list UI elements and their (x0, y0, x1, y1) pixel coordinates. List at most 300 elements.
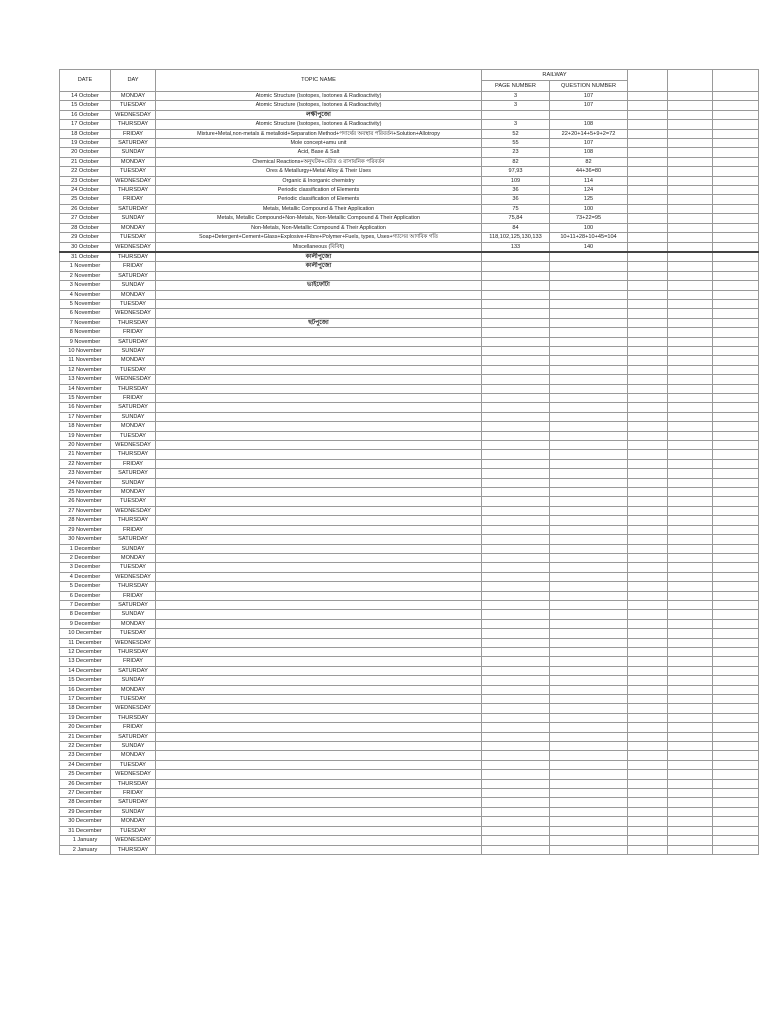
empty-cell (713, 676, 759, 685)
page-number-cell (482, 600, 550, 609)
empty-cell (628, 375, 668, 384)
table-row (60, 516, 759, 525)
topic-cell (156, 394, 482, 403)
topic-cell: Periodic classification of Elements (156, 186, 482, 195)
question-number-cell (550, 262, 628, 271)
page-number-cell (482, 676, 550, 685)
date-cell: 12 November (60, 365, 111, 374)
day-cell: SUNDAY (111, 742, 156, 751)
table-row (60, 110, 759, 119)
table-row (60, 666, 759, 675)
table-row (60, 469, 759, 478)
empty-cell (713, 271, 759, 280)
empty-cell (713, 497, 759, 506)
page-number-cell: 97,93 (482, 167, 550, 176)
date-cell: 19 October (60, 139, 111, 148)
empty-cell (713, 157, 759, 166)
topic-cell: Chemical Reactions+অনুঘটক+ভৌত ও রাসায়নিক পরিবর্তন (156, 157, 482, 166)
empty-cell (628, 328, 668, 337)
table-row (60, 450, 759, 459)
empty-cell (628, 488, 668, 497)
page-number-cell: 75,84 (482, 214, 550, 223)
question-number-cell (550, 695, 628, 704)
question-number-cell (550, 647, 628, 656)
empty-cell (713, 563, 759, 572)
topic-cell (156, 676, 482, 685)
day-cell: MONDAY (111, 817, 156, 826)
date-cell: 9 November (60, 337, 111, 346)
question-number-cell (550, 375, 628, 384)
empty-cell (628, 647, 668, 656)
empty-cell (628, 713, 668, 722)
table-row (60, 638, 759, 647)
extra-column-header (628, 70, 668, 92)
date-cell: 23 October (60, 176, 111, 185)
day-cell: SATURDAY (111, 469, 156, 478)
topic-cell (156, 441, 482, 450)
empty-cell (713, 713, 759, 722)
empty-cell (713, 233, 759, 242)
empty-cell (668, 582, 713, 591)
date-cell: 21 October (60, 157, 111, 166)
day-cell: TUESDAY (111, 497, 156, 506)
empty-cell (668, 553, 713, 562)
topic-cell (156, 723, 482, 732)
empty-cell (713, 619, 759, 628)
empty-cell (713, 92, 759, 101)
page-number-cell: 52 (482, 129, 550, 138)
topic-cell (156, 760, 482, 769)
empty-cell (713, 375, 759, 384)
page-number-cell (482, 290, 550, 299)
table-row (60, 233, 759, 242)
date-cell: 19 December (60, 713, 111, 722)
page-number-cell: 82 (482, 157, 550, 166)
day-cell: FRIDAY (111, 723, 156, 732)
day-cell: THURSDAY (111, 647, 156, 656)
empty-cell (628, 629, 668, 638)
page-number-cell (482, 488, 550, 497)
question-number-cell (550, 676, 628, 685)
date-cell: 31 December (60, 826, 111, 835)
date-cell: 1 November (60, 262, 111, 271)
date-cell: 10 December (60, 629, 111, 638)
day-cell: SATURDAY (111, 535, 156, 544)
date-cell: 17 December (60, 695, 111, 704)
question-number-header: QUESTION NUMBER (550, 81, 628, 92)
page-number-cell (482, 732, 550, 741)
topic-cell (156, 770, 482, 779)
question-number-cell (550, 252, 628, 262)
empty-cell (713, 110, 759, 119)
table-row (60, 365, 759, 374)
date-cell: 2 December (60, 553, 111, 562)
question-number-cell (550, 779, 628, 788)
day-cell: MONDAY (111, 92, 156, 101)
empty-cell (628, 365, 668, 374)
topic-cell: Mixture+Metal,non-metals & metalloid+Separation Method+পদার্থের অবস্থার পরিবর্তন+Solution+Allotropy (156, 129, 482, 138)
day-cell: SATURDAY (111, 139, 156, 148)
day-header: DAY (111, 70, 156, 92)
empty-cell (668, 619, 713, 628)
empty-cell (628, 751, 668, 760)
empty-cell (628, 685, 668, 694)
day-cell: THURSDAY (111, 516, 156, 525)
empty-cell (628, 346, 668, 355)
day-cell: SUNDAY (111, 807, 156, 816)
table-row (60, 299, 759, 308)
table-row (60, 384, 759, 393)
topic-cell (156, 704, 482, 713)
question-number-cell: 124 (550, 186, 628, 195)
empty-cell (668, 695, 713, 704)
empty-cell (668, 299, 713, 308)
empty-cell (668, 770, 713, 779)
empty-cell (628, 770, 668, 779)
empty-cell (713, 450, 759, 459)
empty-cell (628, 309, 668, 318)
page-number-cell (482, 836, 550, 845)
empty-cell (628, 638, 668, 647)
question-number-cell (550, 826, 628, 835)
topic-cell (156, 582, 482, 591)
date-cell: 14 October (60, 92, 111, 101)
empty-cell (668, 572, 713, 581)
table-row (60, 742, 759, 751)
empty-cell (713, 384, 759, 393)
date-cell: 14 November (60, 384, 111, 393)
topic-cell (156, 817, 482, 826)
table-row (60, 346, 759, 355)
empty-cell (628, 836, 668, 845)
empty-cell (668, 92, 713, 101)
empty-cell (628, 695, 668, 704)
empty-cell (713, 290, 759, 299)
empty-cell (668, 704, 713, 713)
date-cell: 8 November (60, 328, 111, 337)
empty-cell (628, 148, 668, 157)
empty-cell (628, 459, 668, 468)
topic-cell (156, 497, 482, 506)
empty-cell (713, 478, 759, 487)
question-number-cell (550, 563, 628, 572)
question-number-cell (550, 770, 628, 779)
date-cell: 16 November (60, 403, 111, 412)
day-cell: TUESDAY (111, 826, 156, 835)
topic-cell (156, 346, 482, 355)
empty-cell (668, 666, 713, 675)
date-cell: 11 December (60, 638, 111, 647)
empty-cell (668, 271, 713, 280)
question-number-cell (550, 403, 628, 412)
day-cell: FRIDAY (111, 394, 156, 403)
topic-cell (156, 732, 482, 741)
topic-cell: কালীপুজো (156, 262, 482, 271)
page-number-cell (482, 525, 550, 534)
empty-cell (713, 488, 759, 497)
empty-cell (713, 807, 759, 816)
empty-cell (668, 431, 713, 440)
day-cell: THURSDAY (111, 779, 156, 788)
day-cell: MONDAY (111, 553, 156, 562)
empty-cell (668, 262, 713, 271)
empty-cell (713, 657, 759, 666)
table-row (60, 92, 759, 101)
day-cell: TUESDAY (111, 299, 156, 308)
empty-cell (713, 817, 759, 826)
day-cell: THURSDAY (111, 582, 156, 591)
empty-cell (668, 459, 713, 468)
empty-cell (668, 563, 713, 572)
topic-cell (156, 516, 482, 525)
empty-cell (628, 139, 668, 148)
table-row (60, 337, 759, 346)
date-cell: 23 December (60, 751, 111, 760)
empty-cell (668, 516, 713, 525)
empty-cell (713, 836, 759, 845)
empty-cell (713, 176, 759, 185)
topic-cell: কালীপুজো (156, 252, 482, 262)
topic-cell (156, 384, 482, 393)
empty-cell (713, 101, 759, 110)
date-cell: 28 December (60, 798, 111, 807)
question-number-cell (550, 516, 628, 525)
table-row (60, 148, 759, 157)
day-cell: WEDNESDAY (111, 836, 156, 845)
table-row (60, 544, 759, 553)
question-number-cell (550, 619, 628, 628)
date-cell: 12 December (60, 647, 111, 656)
day-cell: MONDAY (111, 685, 156, 694)
date-cell: 20 December (60, 723, 111, 732)
day-cell: WEDNESDAY (111, 572, 156, 581)
day-cell: WEDNESDAY (111, 506, 156, 515)
table-row (60, 204, 759, 213)
day-cell: THURSDAY (111, 450, 156, 459)
date-cell: 29 December (60, 807, 111, 816)
page-number-cell (482, 478, 550, 487)
date-cell: 24 November (60, 478, 111, 487)
empty-cell (668, 676, 713, 685)
topic-cell (156, 506, 482, 515)
question-number-cell: 114 (550, 176, 628, 185)
day-cell: WEDNESDAY (111, 176, 156, 185)
empty-cell (668, 328, 713, 337)
question-number-cell (550, 299, 628, 308)
day-cell: TUESDAY (111, 695, 156, 704)
topic-cell (156, 657, 482, 666)
table-row (60, 535, 759, 544)
empty-cell (713, 431, 759, 440)
empty-cell (713, 789, 759, 798)
empty-cell (713, 394, 759, 403)
page-number-cell (482, 751, 550, 760)
table-row (60, 647, 759, 656)
empty-cell (628, 233, 668, 242)
day-cell: TUESDAY (111, 563, 156, 572)
day-cell: WEDNESDAY (111, 441, 156, 450)
empty-cell (713, 751, 759, 760)
date-cell: 22 December (60, 742, 111, 751)
empty-cell (668, 760, 713, 769)
topic-cell: Organic & Inorganic chemistry (156, 176, 482, 185)
empty-cell (628, 845, 668, 854)
page-number-cell (482, 328, 550, 337)
empty-cell (668, 713, 713, 722)
topic-cell (156, 563, 482, 572)
topic-cell (156, 647, 482, 656)
table-row (60, 403, 759, 412)
empty-cell (668, 157, 713, 166)
topic-cell (156, 309, 482, 318)
day-cell: TUESDAY (111, 365, 156, 374)
topic-cell: Atomic Structure (Isotopes, Isotones & Radioactivity) (156, 120, 482, 129)
empty-cell (668, 817, 713, 826)
page-number-cell (482, 318, 550, 327)
empty-cell (713, 365, 759, 374)
day-cell: WEDNESDAY (111, 309, 156, 318)
day-cell: SUNDAY (111, 148, 156, 157)
date-cell: 2 November (60, 271, 111, 280)
empty-cell (628, 600, 668, 609)
question-number-cell: 107 (550, 101, 628, 110)
day-cell: TUESDAY (111, 431, 156, 440)
empty-cell (713, 742, 759, 751)
empty-cell (628, 591, 668, 600)
day-cell: FRIDAY (111, 195, 156, 204)
topic-cell (156, 535, 482, 544)
page-number-cell (482, 789, 550, 798)
empty-cell (668, 120, 713, 129)
day-cell: TUESDAY (111, 760, 156, 769)
empty-cell (628, 384, 668, 393)
page-number-cell (482, 516, 550, 525)
question-number-cell: 82 (550, 157, 628, 166)
empty-cell (668, 252, 713, 262)
question-number-cell (550, 488, 628, 497)
empty-cell (668, 789, 713, 798)
page-number-cell (482, 450, 550, 459)
empty-cell (668, 469, 713, 478)
table-row (60, 186, 759, 195)
empty-cell (713, 204, 759, 213)
empty-cell (628, 101, 668, 110)
page-number-cell (482, 647, 550, 656)
table-row (60, 685, 759, 694)
page-number-cell (482, 695, 550, 704)
empty-cell (713, 139, 759, 148)
topic-cell: Miscellaneous (বিবিধ) (156, 242, 482, 252)
empty-cell (668, 233, 713, 242)
day-cell: FRIDAY (111, 129, 156, 138)
empty-cell (713, 242, 759, 252)
page-number-cell (482, 591, 550, 600)
table-row (60, 807, 759, 816)
day-cell: WEDNESDAY (111, 638, 156, 647)
table-row (60, 195, 759, 204)
empty-cell (713, 723, 759, 732)
topic-cell (156, 779, 482, 788)
topic-cell: Non-Metals, Non-Metallic Compound & Their Application (156, 223, 482, 232)
date-cell: 4 November (60, 290, 111, 299)
page-number-cell: 3 (482, 92, 550, 101)
empty-cell (628, 525, 668, 534)
topic-cell: Metals, Metallic Compound+Non-Metals, Non-Metallic Compound & Their Application (156, 214, 482, 223)
empty-cell (628, 760, 668, 769)
page-number-cell: 133 (482, 242, 550, 252)
topic-cell: Metals, Metallic Compound & Their Application (156, 204, 482, 213)
empty-cell (668, 290, 713, 299)
page-number-cell (482, 619, 550, 628)
page-number-cell (482, 798, 550, 807)
empty-cell (628, 252, 668, 262)
date-cell: 15 November (60, 394, 111, 403)
empty-cell (713, 525, 759, 534)
empty-cell (668, 798, 713, 807)
empty-cell (668, 685, 713, 694)
date-cell: 26 November (60, 497, 111, 506)
empty-cell (628, 412, 668, 421)
day-cell: SUNDAY (111, 281, 156, 290)
topic-cell: Mole concept+amu unit (156, 139, 482, 148)
date-cell: 23 November (60, 469, 111, 478)
page-number-cell (482, 110, 550, 119)
question-number-cell: 107 (550, 139, 628, 148)
empty-cell (628, 619, 668, 628)
empty-cell (668, 101, 713, 110)
date-cell: 1 January (60, 836, 111, 845)
page-number-cell: 55 (482, 139, 550, 148)
table-row (60, 723, 759, 732)
date-cell: 7 December (60, 600, 111, 609)
date-cell: 16 October (60, 110, 111, 119)
question-number-cell (550, 817, 628, 826)
topic-cell (156, 337, 482, 346)
empty-cell (713, 760, 759, 769)
table-row (60, 789, 759, 798)
table-row (60, 375, 759, 384)
day-cell: SATURDAY (111, 204, 156, 213)
question-number-cell: 140 (550, 242, 628, 252)
topic-cell (156, 328, 482, 337)
empty-cell (628, 553, 668, 562)
empty-cell (628, 572, 668, 581)
question-number-cell (550, 384, 628, 393)
empty-cell (628, 431, 668, 440)
question-number-cell: 44+36=80 (550, 167, 628, 176)
empty-cell (628, 441, 668, 450)
page-number-cell (482, 638, 550, 647)
empty-cell (713, 441, 759, 450)
page-number-cell (482, 459, 550, 468)
empty-cell (668, 186, 713, 195)
table-row (60, 242, 759, 252)
empty-cell (628, 732, 668, 741)
topic-cell: Atomic Structure (Isotopes, Isotones & Radioactivity) (156, 101, 482, 110)
day-cell: THURSDAY (111, 186, 156, 195)
empty-cell (668, 657, 713, 666)
empty-cell (713, 129, 759, 138)
page-number-cell (482, 685, 550, 694)
table-row (60, 845, 759, 854)
empty-cell (713, 356, 759, 365)
question-number-cell (550, 657, 628, 666)
day-cell: MONDAY (111, 223, 156, 232)
day-cell: FRIDAY (111, 262, 156, 271)
question-number-cell (550, 600, 628, 609)
empty-cell (668, 525, 713, 534)
empty-cell (628, 195, 668, 204)
